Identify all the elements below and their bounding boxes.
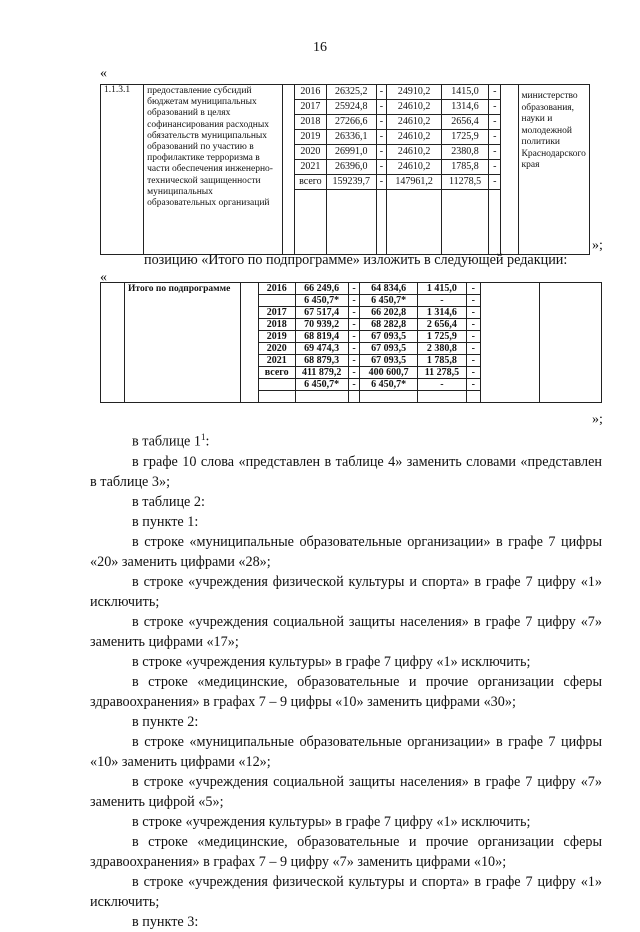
value-cell: 24610,2 xyxy=(387,115,442,130)
year-cell: 2018 xyxy=(258,319,295,331)
value-cell: - xyxy=(348,355,360,367)
executor-cell: министерство образования, науки и молодежной политики Краснодарского края xyxy=(518,85,589,255)
total-cell: 66 249,6 xyxy=(295,283,348,295)
value-cell: - xyxy=(376,115,387,130)
total-cell: 25924,8 xyxy=(326,100,376,115)
close-quote-1: »; xyxy=(592,238,603,253)
value-cell: - xyxy=(467,343,481,355)
paragraph: в строке «медицинские, образовательные и прочие организации сферы здравоохранения» в графах 7 – 9 цифры «10» заменить цифрами «30»; xyxy=(90,673,602,710)
year-cell: 2019 xyxy=(294,130,326,145)
value-cell: 1725,9 xyxy=(441,130,488,145)
paragraph: в строке «учреждения физической культуры и спорта» в графе 7 цифру «1» исключить; xyxy=(90,573,602,610)
page-number: 16 xyxy=(313,40,327,55)
year-cell: 2017 xyxy=(258,307,295,319)
value-cell: 6 450,7* xyxy=(360,379,418,391)
close-quote-2: »; xyxy=(592,412,603,427)
total-cell: 26991,0 xyxy=(326,145,376,160)
year-cell: 2016 xyxy=(294,85,326,100)
value-cell: 67 093,5 xyxy=(360,343,418,355)
paragraph: в строке «муниципальные образовательные организации» в графе 7 цифры «20» заменить цифрами «28»; xyxy=(90,533,602,570)
value-cell: - xyxy=(467,379,481,391)
value-cell: 1 314,6 xyxy=(417,307,466,319)
paragraph: в строке «учреждения культуры» в графе 7 цифру «1» исключить; xyxy=(132,813,531,830)
value-cell: - xyxy=(417,379,466,391)
total-cell: 70 939,2 xyxy=(295,319,348,331)
value-cell: - xyxy=(489,160,501,175)
year-cell: всего xyxy=(294,175,326,190)
value-cell: - xyxy=(489,175,501,190)
paragraph: в строке «учреждения культуры» в графе 7 цифру «1» исключить; xyxy=(132,653,531,670)
open-quote-1: « xyxy=(100,66,107,81)
value-cell: - xyxy=(376,175,387,190)
open-quote-2: « xyxy=(100,270,107,285)
value-cell: - xyxy=(376,85,387,100)
paragraph: в строке «учреждения социальной защиты населения» в графе 7 цифру «7» заменить цифрами «17»; xyxy=(90,613,602,650)
total-cell: 67 517,4 xyxy=(295,307,348,319)
total-cell: 411 879,2 xyxy=(295,367,348,379)
total-cell: 6 450,7* xyxy=(295,295,348,307)
amendment-text xyxy=(90,427,602,932)
year-cell: 2021 xyxy=(294,160,326,175)
total-cell: 26325,2 xyxy=(326,85,376,100)
paragraph: в пункте 3: xyxy=(132,913,199,930)
paragraph: в пункте 2: xyxy=(132,713,199,730)
value-cell: 2656,4 xyxy=(441,115,488,130)
value-cell: 64 834,6 xyxy=(360,283,418,295)
mid-instruction: позицию «Итого по подпрограмме» изложить в следующей редакции: xyxy=(144,252,568,268)
paragraph: в пункте 1: xyxy=(132,513,199,530)
value-cell: 1 415,0 xyxy=(417,283,466,295)
program-total-table xyxy=(100,282,602,403)
total-cell: 26336,1 xyxy=(326,130,376,145)
value-cell: 1 725,9 xyxy=(417,331,466,343)
total-cell: 6 450,7* xyxy=(295,379,348,391)
year-cell: всего xyxy=(258,367,295,379)
value-cell: - xyxy=(467,319,481,331)
value-cell: 400 600,7 xyxy=(360,367,418,379)
value-cell: 11278,5 xyxy=(441,175,488,190)
value-cell: - xyxy=(376,100,387,115)
value-cell: - xyxy=(489,85,501,100)
year-cell: 2016 xyxy=(258,283,295,295)
value-cell: - xyxy=(376,160,387,175)
value-cell: - xyxy=(467,331,481,343)
total-cell: 27266,6 xyxy=(326,115,376,130)
paragraph: в строке «учреждения физической культуры и спорта» в графе 7 цифру «1» исключить; xyxy=(90,873,602,910)
total-cell: 26396,0 xyxy=(326,160,376,175)
value-cell: - xyxy=(489,115,501,130)
year-cell: 2020 xyxy=(294,145,326,160)
value-cell: 1314,6 xyxy=(441,100,488,115)
total-cell: 68 879,3 xyxy=(295,355,348,367)
value-cell: 1415,0 xyxy=(441,85,488,100)
value-cell: 24610,2 xyxy=(387,130,442,145)
value-cell: 68 282,8 xyxy=(360,319,418,331)
value-cell: - xyxy=(489,100,501,115)
value-cell: - xyxy=(467,283,481,295)
year-cell: 2018 xyxy=(294,115,326,130)
year-cell: 2019 xyxy=(258,331,295,343)
value-cell: - xyxy=(348,379,360,391)
value-cell: - xyxy=(376,145,387,160)
value-cell: - xyxy=(467,295,481,307)
paragraph: в графе 10 слова «представлен в таблице 4» заменить словами «представлен в таблице 3»; xyxy=(90,453,602,490)
value-cell: - xyxy=(348,295,360,307)
paragraph: в строке «муниципальные образовательные организации» в графе 7 цифры «10» заменить цифрами «12»; xyxy=(90,733,602,770)
value-cell: 1 785,8 xyxy=(417,355,466,367)
year-cell: 2017 xyxy=(294,100,326,115)
value-cell: 6 450,7* xyxy=(360,295,418,307)
value-cell: - xyxy=(489,130,501,145)
total-cell: 69 474,3 xyxy=(295,343,348,355)
paragraph: в таблице $1^1$: xyxy=(132,432,210,450)
total-cell: 68 819,4 xyxy=(295,331,348,343)
paragraph: в строке «учреждения социальной защиты населения» в графе 7 цифру «7» заменить цифрой «5»; xyxy=(90,773,602,810)
value-cell: - xyxy=(348,319,360,331)
value-cell: 24610,2 xyxy=(387,100,442,115)
value-cell: 66 202,8 xyxy=(360,307,418,319)
program-table-1131 xyxy=(100,84,590,255)
paragraph: в таблице 2: xyxy=(132,493,205,510)
year-cell: 2021 xyxy=(258,355,295,367)
year-cell xyxy=(258,295,295,307)
row-code: 1.1.3.1 xyxy=(101,85,144,255)
value-cell: - xyxy=(417,295,466,307)
value-cell: 2380,8 xyxy=(441,145,488,160)
value-cell: - xyxy=(348,307,360,319)
value-cell: 2 380,8 xyxy=(417,343,466,355)
value-cell: - xyxy=(348,343,360,355)
value-cell: - xyxy=(467,367,481,379)
row-description: предоставление субсидий бюджетам муниципальных образований в целях софинансирования расходных обязательств муниципальных образований по участию в профилактике терроризма в части обеспечения инженерно-технической защищенности муниципальных образовательных организаций xyxy=(144,85,283,255)
total-label: Итого по подпрограмме xyxy=(125,283,241,403)
value-cell: - xyxy=(348,331,360,343)
value-cell: - xyxy=(467,355,481,367)
value-cell: - xyxy=(489,145,501,160)
value-cell: 67 093,5 xyxy=(360,331,418,343)
value-cell: - xyxy=(348,283,360,295)
year-cell: 2020 xyxy=(258,343,295,355)
value-cell: 67 093,5 xyxy=(360,355,418,367)
value-cell: 2 656,4 xyxy=(417,319,466,331)
year-cell xyxy=(258,379,295,391)
paragraph: в строке «медицинские, образовательные и прочие организации сферы здравоохранения» в графах 7 – 9 цифру «7» заменить цифрами «10»; xyxy=(90,833,602,870)
value-cell: - xyxy=(348,367,360,379)
value-cell: - xyxy=(467,307,481,319)
total-cell: 159239,7 xyxy=(326,175,376,190)
value-cell: 11 278,5 xyxy=(417,367,466,379)
value-cell: 24610,2 xyxy=(387,145,442,160)
value-cell: 24610,2 xyxy=(387,160,442,175)
value-cell: 24910,2 xyxy=(387,85,442,100)
value-cell: - xyxy=(376,130,387,145)
value-cell: 147961,2 xyxy=(387,175,442,190)
value-cell: 1785,8 xyxy=(441,160,488,175)
